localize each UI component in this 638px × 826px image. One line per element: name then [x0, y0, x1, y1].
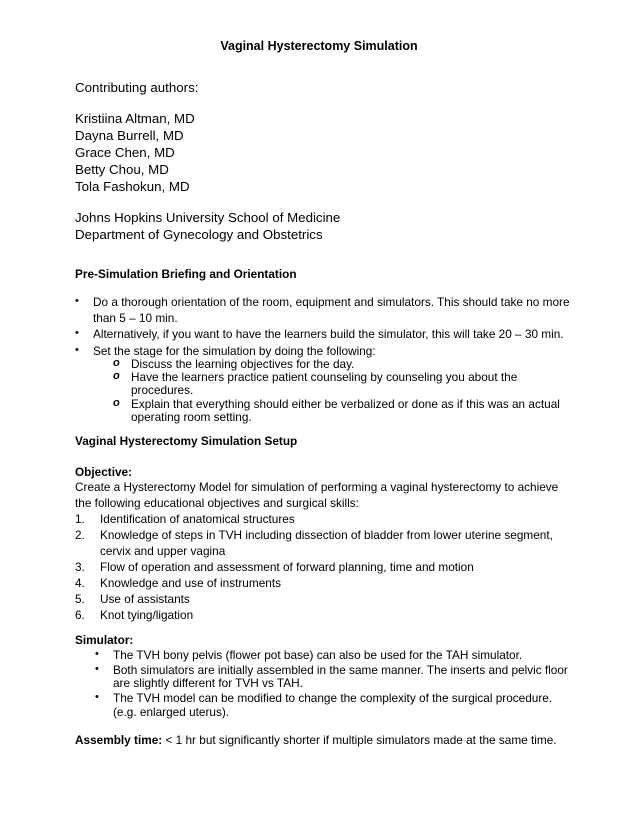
author-name: Kristiina Altman, MD	[75, 111, 195, 126]
affiliation-school: Johns Hopkins University School of Medicine	[75, 210, 341, 225]
bullet-icon: •	[75, 295, 79, 307]
assembly-time-text: < 1 hr but significantly shorter if multiple simulators made at the same time.	[162, 733, 557, 747]
briefing-sub-bullet-text: procedures.	[131, 383, 194, 397]
affiliation-department: Department of Gynecology and Obstetrics	[75, 227, 323, 242]
list-item: cervix and upper vagina	[100, 544, 226, 558]
simulator-bullet-text: are slightly different for TVH vs TAH.	[113, 676, 303, 690]
sub-bullet-icon: o	[113, 370, 120, 382]
author-name: Betty Chou, MD	[75, 162, 169, 177]
simulator-bullet-text: Both simulators are initially assembled in the same manner. The inserts and pelvic floor	[113, 663, 568, 677]
list-item-number: 5.	[75, 592, 85, 606]
briefing-bullet-text: Set the stage for the simulation by doing the following:	[93, 344, 376, 358]
bullet-icon: •	[75, 344, 79, 356]
objective-text: Create a Hysterectomy Model for simulation of performing a vaginal hysterectomy to achieve	[75, 480, 559, 494]
bullet-icon: •	[95, 691, 99, 703]
list-item-number: 2.	[75, 528, 85, 542]
author-name: Tola Fashokun, MD	[75, 179, 190, 194]
briefing-bullet-text: Alternatively, if you want to have the learners build the simulator, this will take 20 – 30 min.	[93, 327, 564, 341]
briefing-bullet-text: than 5 – 10 min.	[93, 311, 178, 325]
list-item: Flow of operation and assessment of forward planning, time and motion	[100, 560, 474, 574]
objective-text: the following educational objectives and surgical skills:	[75, 496, 359, 510]
simulator-bullet-text: (e.g. enlarged uterus).	[113, 705, 230, 719]
simulator-bullet-text: The TVH model can be modified to change the complexity of the surgical procedure.	[113, 691, 553, 705]
list-item-number: 4.	[75, 576, 85, 590]
list-item: Use of assistants	[100, 592, 190, 606]
briefing-sub-bullet-text: Have the learners practice patient counseling by counseling you about the	[131, 370, 518, 384]
list-item-number: 1.	[75, 512, 85, 526]
bullet-icon: •	[95, 648, 99, 660]
list-item: Knot tying/ligation	[100, 608, 194, 622]
briefing-sub-bullet-text: Explain that everything should either be verbalized or done as if this was an actual	[131, 397, 560, 411]
briefing-bullet-text: Do a thorough orientation of the room, equipment and simulators. This should take no more	[93, 295, 570, 309]
briefing-heading: Pre-Simulation Briefing and Orientation	[75, 267, 297, 281]
simulator-bullet-text: The TVH bony pelvis (flower pot base) can also be used for the TAH simulator.	[113, 648, 523, 662]
sub-bullet-icon: o	[113, 397, 120, 409]
assembly-time-label: Assembly time:	[75, 733, 163, 747]
author-name: Grace Chen, MD	[75, 145, 175, 160]
author-name: Dayna Burrell, MD	[75, 128, 184, 143]
list-item-number: 6.	[75, 608, 85, 622]
list-item-number: 3.	[75, 560, 85, 574]
list-item: Knowledge and use of instruments	[100, 576, 281, 590]
document-title: Vaginal Hysterectomy Simulation	[220, 39, 418, 53]
bullet-icon: •	[95, 663, 99, 675]
list-item: Identification of anatomical structures	[100, 512, 295, 526]
objective-label: Objective:	[75, 465, 133, 479]
setup-heading: Vaginal Hysterectomy Simulation Setup	[75, 434, 298, 448]
bullet-icon: •	[75, 327, 79, 339]
sub-bullet-icon: o	[113, 357, 120, 369]
assembly-time-line	[75, 733, 557, 747]
briefing-sub-bullet-text: Discuss the learning objectives for the day.	[131, 357, 355, 371]
briefing-sub-bullet-text: operating room setting.	[131, 410, 252, 424]
list-item: Knowledge of steps in TVH including dissection of bladder from lower uterine segment,	[100, 528, 553, 542]
contributing-authors-label: Contributing authors:	[75, 80, 199, 95]
simulator-label: Simulator:	[75, 633, 134, 647]
